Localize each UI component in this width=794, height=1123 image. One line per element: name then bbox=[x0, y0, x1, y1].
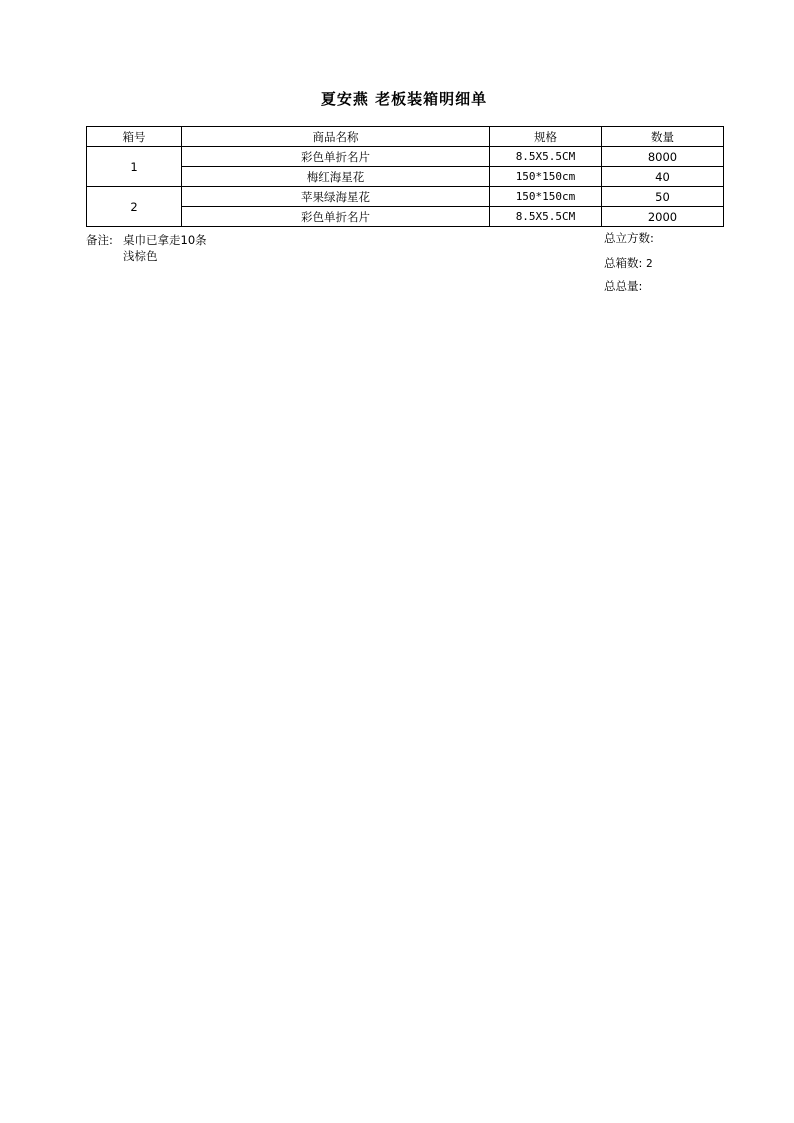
packing-list-table bbox=[86, 126, 724, 227]
notes-line-1: 桌巾已拿走10条 bbox=[123, 233, 207, 247]
header-product-name: 商品名称 bbox=[182, 127, 490, 147]
product-name-cell: 梅红海星花 bbox=[182, 167, 490, 187]
product-name-cell: 彩色单折名片 bbox=[182, 207, 490, 227]
total-weight-label: 总总量: bbox=[604, 279, 643, 293]
total-boxes-value: 2 bbox=[646, 257, 653, 270]
spec-cell: 8.5X5.5CM bbox=[490, 147, 602, 167]
notes-label: 备注: bbox=[86, 233, 113, 247]
box-number-cell: 1 bbox=[87, 147, 182, 187]
table-row bbox=[87, 167, 724, 187]
spec-cell: 150*150cm bbox=[490, 187, 602, 207]
spec-cell: 8.5X5.5CM bbox=[490, 207, 602, 227]
table-row bbox=[87, 147, 724, 167]
spec-cell: 150*150cm bbox=[490, 167, 602, 187]
quantity-cell: 40 bbox=[602, 167, 724, 187]
total-boxes-label: 总箱数: bbox=[604, 256, 643, 270]
total-volume-label: 总立方数: bbox=[604, 231, 654, 245]
quantity-cell: 8000 bbox=[602, 147, 724, 167]
table-header-row bbox=[87, 127, 724, 147]
quantity-cell: 2000 bbox=[602, 207, 724, 227]
total-weight bbox=[604, 278, 642, 294]
header-spec: 规格 bbox=[490, 127, 602, 147]
header-quantity: 数量 bbox=[602, 127, 724, 147]
box-number-cell: 2 bbox=[87, 187, 182, 227]
document-title: 夏安燕 老板装箱明细单 bbox=[320, 90, 488, 108]
total-boxes bbox=[604, 255, 653, 271]
product-name-cell: 苹果绿海星花 bbox=[182, 187, 490, 207]
table-row bbox=[87, 187, 724, 207]
total-volume bbox=[604, 230, 654, 246]
product-name-cell: 彩色单折名片 bbox=[182, 147, 490, 167]
table-row bbox=[87, 207, 724, 227]
header-box-no: 箱号 bbox=[87, 127, 182, 147]
quantity-cell: 50 bbox=[602, 187, 724, 207]
notes-line-2: 浅棕色 bbox=[123, 249, 158, 263]
